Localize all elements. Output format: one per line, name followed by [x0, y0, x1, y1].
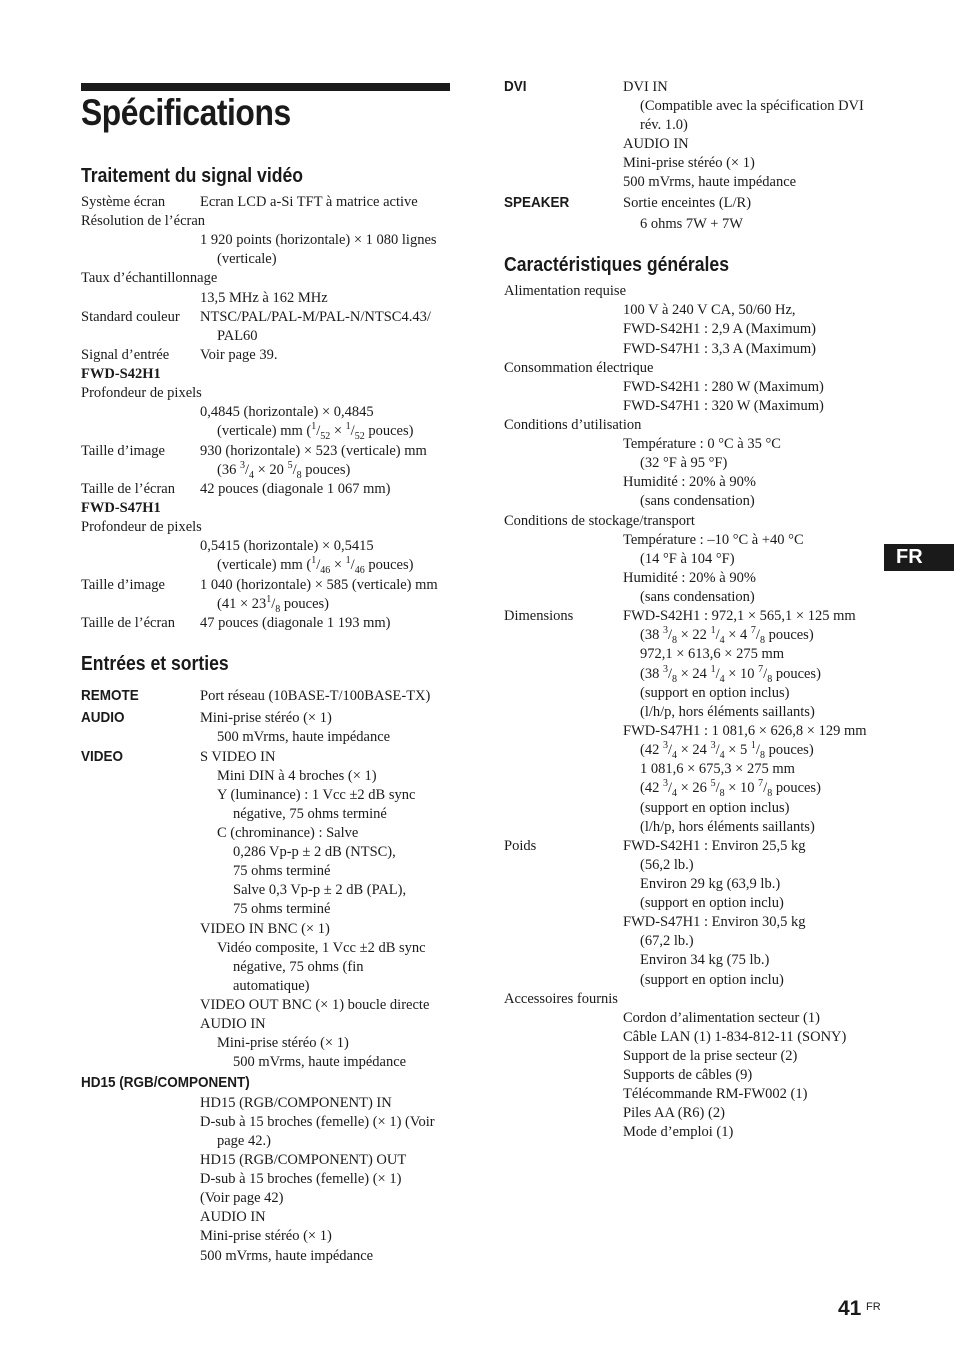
spec-value: 500 mVrms, haute impédance: [623, 174, 797, 190]
spec-value: (l/h/p, hors éléments saillants): [640, 704, 815, 720]
spec-value: 42 pouces (diagonale 1 067 mm): [200, 481, 391, 497]
section-heading-general: Caractéristiques générales: [504, 254, 730, 276]
spec-label: Taille d’image: [81, 443, 165, 459]
language-tab: FR: [884, 544, 954, 571]
spec-value: S VIDEO IN: [200, 749, 276, 765]
spec-label: Alimentation requise: [504, 283, 627, 299]
spec-value: Mini-prise stéréo (× 1): [200, 1228, 332, 1244]
port-label-speaker: SPEAKER: [504, 194, 570, 211]
spec-value: C (chrominance) : Salve: [217, 825, 359, 841]
spec-value: 75 ohms terminé: [233, 901, 331, 917]
model-label: FWD-S42H1: [81, 366, 161, 382]
spec-value: 500 mVrms, haute impédance: [217, 729, 391, 745]
spec-value: Salve 0,3 Vp-p ± 2 dB (PAL),: [233, 882, 407, 898]
spec-value: Support de la prise secteur (2): [623, 1048, 798, 1064]
spec-value: AUDIO IN: [200, 1209, 266, 1225]
spec-value: HD15 (RGB/COMPONENT) OUT: [200, 1152, 407, 1168]
spec-value: Câble LAN (1) 1-834-812-11 (SONY): [623, 1029, 847, 1045]
spec-value: FWD-S42H1 : 972,1 × 565,1 × 125 mm: [623, 608, 856, 624]
section-heading-video: Traitement du signal vidéo: [81, 165, 304, 187]
spec-value: Ecran LCD a-Si TFT à matrice active: [200, 194, 418, 210]
model-label: FWD-S47H1: [81, 500, 161, 516]
spec-value: 13,5 MHz à 162 MHz: [200, 290, 328, 306]
spec-value: Température : 0 °C à 35 °C: [623, 436, 781, 452]
spec-value: (support en option inclus): [640, 685, 790, 701]
port-label-remote: REMOTE: [81, 687, 139, 704]
spec-value: 100 V à 240 V CA, 50/60 Hz,: [623, 302, 796, 318]
spec-value: FWD-S47H1 : 1 081,6 × 626,8 × 129 mm: [623, 723, 867, 739]
spec-value: Humidité : 20% à 90%: [623, 474, 756, 490]
spec-value: 500 mVrms, haute impédance: [233, 1054, 407, 1070]
port-label-audio: AUDIO: [81, 709, 125, 726]
spec-value: Mini DIN à 4 broches (× 1): [217, 768, 377, 784]
spec-value: (67,2 lb.): [640, 933, 694, 949]
title-rule: [81, 83, 450, 91]
spec-value: Piles AA (R6) (2): [623, 1105, 725, 1121]
spec-value: automatique): [233, 978, 310, 994]
spec-value: (42 $^3/_4 \times 24$ $^3/_4 \times 5$ $^1/_8$ pouces): [640, 740, 814, 761]
spec-label: Taille de l’écran: [81, 481, 175, 497]
spec-value: (36 $^3/_4 \times 20$ $^5/_8$ pouces): [217, 460, 351, 481]
spec-value: NTSC/PAL/PAL-M/PAL-N/NTSC4.43/: [200, 309, 431, 325]
spec-label: Système écran: [81, 194, 166, 210]
spec-value: DVI IN: [623, 79, 668, 95]
spec-value: (support en option inclus): [640, 800, 790, 816]
spec-value: (verticale) mm ($^1/_{52} \times ^1/_{52}$ pouces): [217, 421, 414, 442]
port-label-hd15: HD15 (RGB/COMPONENT): [81, 1074, 250, 1091]
page-number-suffix: FR: [866, 1301, 881, 1313]
spec-value: Sortie enceintes (L/R): [623, 195, 752, 211]
spec-value: Température : –10 °C à +40 °C: [623, 532, 804, 548]
spec-value: ($41 \times 23^1/_8$ pouces): [217, 594, 330, 615]
spec-label: Taille d’image: [81, 577, 165, 593]
spec-value: négative, 75 ohms (fin: [233, 959, 364, 975]
spec-value: HD15 (RGB/COMPONENT) IN: [200, 1095, 392, 1111]
spec-value: Mini-prise stéréo (× 1): [200, 710, 332, 726]
spec-label: Résolution de l’écran: [81, 213, 206, 229]
spec-value: FWD-S47H1 : 3,3 A (Maximum): [623, 341, 816, 357]
spec-value: (32 °F à 95 °F): [640, 455, 728, 471]
spec-value: (sans condensation): [640, 589, 755, 605]
spec-label: Standard couleur: [81, 309, 180, 325]
spec-value: 0,5415 (horizontale) × 0,5415: [200, 538, 374, 554]
spec-label: Profondeur de pixels: [81, 519, 202, 535]
spec-value: FWD-S42H1 : 2,9 A (Maximum): [623, 321, 816, 337]
spec-label: Conditions de stockage/transport: [504, 513, 695, 529]
spec-value: 972,1 × 613,6 × 275 mm: [640, 646, 785, 662]
spec-value: 1 920 points (horizontale) × 1 080 lignes: [200, 232, 437, 248]
spec-value: Voir page 39.: [200, 347, 278, 363]
spec-label: Taux d’échantillonnage: [81, 270, 218, 286]
spec-value: (Compatible avec la spécification DVI: [640, 98, 864, 114]
spec-value: 1 040 (horizontale) × 585 (verticale) mm: [200, 577, 438, 593]
spec-value: VIDEO OUT BNC (× 1) boucle directe: [200, 997, 430, 1013]
spec-label: Accessoires fournis: [504, 991, 618, 1007]
spec-value: 0,4845 (horizontale) × 0,4845: [200, 404, 374, 420]
spec-value: (38 $^3/_8 \times 22$ $^1/_4 \times 4$ $^7/_8$ pouces): [640, 625, 814, 646]
port-label-dvi: DVI: [504, 78, 527, 95]
page-title: Spécifications: [81, 92, 291, 133]
spec-label: Consommation électrique: [504, 360, 654, 376]
spec-value: Cordon d’alimentation secteur (1): [623, 1010, 820, 1026]
spec-value: (Voir page 42): [200, 1190, 284, 1206]
spec-value: 75 ohms terminé: [233, 863, 331, 879]
spec-value: (42 $^3/_4 \times 26$ $^5/_8 \times 10$ $^7/_8$ pouces): [640, 778, 821, 799]
port-label-video: VIDEO: [81, 748, 124, 765]
spec-value: 6 ohms 7W + 7W: [640, 216, 743, 232]
spec-label: Profondeur de pixels: [81, 385, 202, 401]
spec-value: VIDEO IN BNC (× 1): [200, 921, 330, 937]
spec-label: Conditions d’utilisation: [504, 417, 642, 433]
spec-value: D-sub à 15 broches (femelle) (× 1) (Voir: [200, 1114, 435, 1130]
spec-value: page 42.): [217, 1133, 271, 1149]
spec-value: FWD-S47H1 : Environ 30,5 kg: [623, 914, 806, 930]
page-number: 41: [838, 1297, 862, 1320]
spec-value: négative, 75 ohms terminé: [233, 806, 387, 822]
spec-value: (38 $^3/_8 \times 24$ $^1/_4 \times 10$ $^7/_8$ pouces): [640, 664, 821, 685]
spec-value: PAL60: [217, 328, 258, 344]
spec-value: Supports de câbles (9): [623, 1067, 753, 1083]
spec-value: Environ 34 kg (75 lb.): [640, 952, 770, 968]
spec-value: Vidéo composite, 1 Vcc ±2 dB sync: [217, 940, 426, 956]
spec-value: AUDIO IN: [200, 1016, 266, 1032]
spec-value: FWD-S47H1 : 320 W (Maximum): [623, 398, 824, 414]
spec-value: (support en option inclu): [640, 895, 784, 911]
spec-value: (56,2 lb.): [640, 857, 694, 873]
spec-value: rév. 1.0): [640, 117, 688, 133]
spec-value: Télécommande RM-FW002 (1): [623, 1086, 808, 1102]
spec-value: 500 mVrms, haute impédance: [200, 1248, 374, 1264]
spec-value: Humidité : 20% à 90%: [623, 570, 756, 586]
spec-value: Mini-prise stéréo (× 1): [217, 1035, 349, 1051]
spec-value: FWD-S42H1 : 280 W (Maximum): [623, 379, 824, 395]
spec-value: (sans condensation): [640, 493, 755, 509]
spec-value: Mini-prise stéréo (× 1): [623, 155, 755, 171]
spec-value: (14 °F à 104 °F): [640, 551, 735, 567]
spec-value: AUDIO IN: [623, 136, 689, 152]
spec-value: 930 (horizontale) × 523 (verticale) mm: [200, 443, 427, 459]
spec-value: 0,286 Vp-p ± 2 dB (NTSC),: [233, 844, 396, 860]
spec-value: Y (luminance) : 1 Vcc ±2 dB sync: [217, 787, 416, 803]
spec-label: Signal d’entrée: [81, 347, 170, 363]
spec-label: Taille de l’écran: [81, 615, 175, 631]
spec-value: (support en option inclu): [640, 972, 784, 988]
spec-value: (l/h/p, hors éléments saillants): [640, 819, 815, 835]
spec-value: FWD-S42H1 : Environ 25,5 kg: [623, 838, 806, 854]
spec-value: D-sub à 15 broches (femelle) (× 1): [200, 1171, 402, 1187]
spec-value: Environ 29 kg (63,9 lb.): [640, 876, 781, 892]
spec-value: (verticale): [217, 251, 277, 267]
spec-value: Mode d’emploi (1): [623, 1124, 734, 1140]
section-heading-io: Entrées et sorties: [81, 653, 229, 675]
spec-label: Poids: [504, 838, 537, 854]
spec-value: (verticale) mm ($^1/_{46} \times ^1/_{46}$ pouces): [217, 555, 414, 576]
spec-value: Port réseau (10BASE-T/100BASE-TX): [200, 688, 431, 704]
spec-value: 47 pouces (diagonale 1 193 mm): [200, 615, 391, 631]
spec-value: 1 081,6 × 675,3 × 275 mm: [640, 761, 795, 777]
spec-label: Dimensions: [504, 608, 574, 624]
